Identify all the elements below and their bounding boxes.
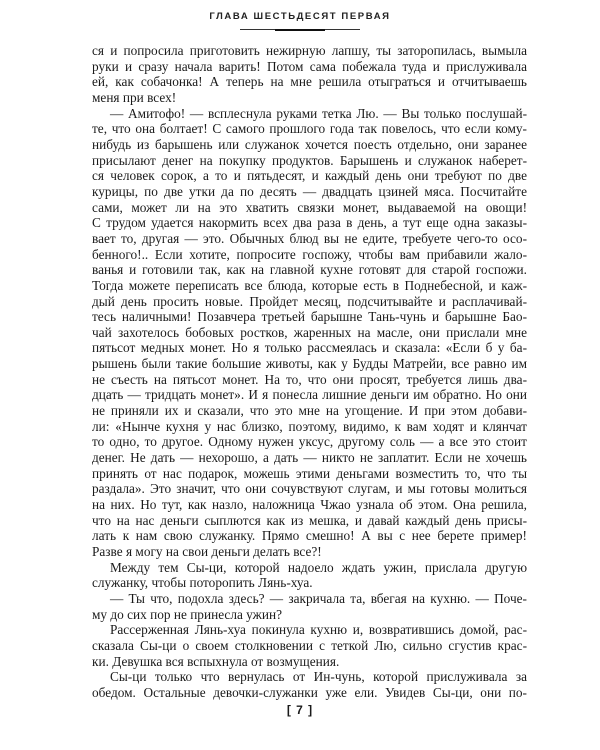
text-line: присылают денег на покупку продуктов. Барышень и служанок наберет- [92,152,527,168]
page-number: [ 7 ] [286,703,314,717]
text-line: дый день просить новые. Пройдет месяц, подсчитывайте и расплачивай- [92,293,527,309]
text-line: руки и сразу начала варить! Потом сама побежала туда и прислуживала [92,58,527,74]
text-line: рышень были такие большие животы, как у Будды Матрейи, все равно им [92,356,527,372]
text-line: обедом. Остальные девочки-служанки уже ели. Увидев Сы-ци, они по- [92,684,527,700]
text-line: тесь наличными! Позавчера третьей барышне Тань-чунь и барышне Бао- [92,309,527,325]
text-line: служанку, чтобы поторопить Лянь-хуа. [92,575,313,591]
text-line: на них. Но тут, как назло, наложница Чжао узнала об этом. Она решила, [92,497,527,513]
text-line: ся и попросила приготовить нежирную лапшу, ты заторопилась, вымыла [92,43,527,58]
text-line: чай захотелось бобовых ростков, жаренных на масле, они прислали мне [92,324,527,340]
text-line: сказала Сы-ци о своем столкновении с теткой Лю, сильно сгустив крас- [92,637,527,653]
text-line: ки. Девушка вся вспыхнула от возмущения. [92,653,340,669]
header-divider [240,29,360,30]
text-line: курицы, по две утки да по десять — двадцать цзиней мяса. Посчитайте [92,183,527,199]
text-line: что на нас деньги сыплются как из мешка, и давай каждый день присы- [92,512,527,528]
text-line: ся человек сорок, а то и пятьдесят, и каждый день они требуют по две [92,168,527,184]
text-line: ли: «Нынче кухня у нас близко, поэтому, видимо, к вам ходят и клянчат [92,418,527,434]
text-line: сами, может ли на это хватить связки монет, выдаваемой на овощи! [92,199,527,215]
text-line: дцать — тридцать монет». И я понесла лишние деньги им обратно. Но они [92,387,527,403]
text-line: ванья и готовили так, как на главной кухне готовят для старой госпожи. [92,262,527,278]
text-line: — Амитофо! — всплеснула руками тетка Лю. — Вы только послушай- [110,105,527,121]
text-line: не съесть на пятьсот монет. На то, что они просят, требуется лишь два- [92,371,527,387]
text-line: му до сих пор не принесла ужин? [92,606,282,622]
text-line: раздала». Это значит, что они сочувствуют слугам, и мы готовы молиться [92,481,527,497]
text-line: ей, как собачонка! А теперь на мне решила отыграться и отчитываешь [92,74,527,90]
text-line: Между тем Сы-ци, которой надоело ждать ужин, прислала другую [110,559,527,575]
text-line: лать к нам свою служанку. Прямо смешно! А вы с нее берете пример! [92,528,527,544]
text-line: Разве я могу на свои деньги делать все?! [92,544,322,559]
text-line: не приняли их и сказали, что это мне на угощение. И при этом добави- [92,403,527,419]
text-line: нибудь из барышень или служанок хочется поесть отдельно, они заранее [92,136,527,152]
text-line: бенного!.. Если хотите, попросите госпожу, чтобы вам прибавили жало- [92,246,527,262]
body-text [92,43,527,701]
text-line: принять от нас подарок, можешь этими деньгами возместить то, что ты [92,465,527,481]
text-line: — Ты что, подохла здесь? — закричала та, вбегая на кухню. — Поче- [110,590,527,606]
text-line: Сы-ци только что вернулась от Ин-чунь, которой прислуживала за [110,669,527,685]
running-head: ГЛАВА ШЕСТЬДЕСЯТ ПЕРВАЯ [209,11,391,22]
text-line: то одно, то другое. Одному нужен уксус, другому соль — а все это стоит [92,434,527,450]
text-line: вает то, другая — это. Обычных блюд вы не едите, требуете чего-то осо- [92,230,527,246]
text-line: Рассерженная Лянь-хуа покинула кухню и, возвратившись домой, рас- [110,622,527,638]
text-line: те, что она болтает! С самого прошлого года так повелось, что если кому- [92,121,527,137]
text-line: Тогда можете переписать все блюда, которые есть в Поднебесной, и каж- [92,277,527,293]
text-line: денег. Не дать — нехорошо, а дать — никто не заплатит. Если не хочешь [92,450,527,466]
text-line: пятьсот медных монет. Но я только рассмеялась и сказала: «Если б у ба- [92,340,527,356]
text-line: С трудом удается накормить всех два раза в день, а тут еще одна заказы- [92,215,527,231]
text-line: меня при всех! [92,89,177,105]
